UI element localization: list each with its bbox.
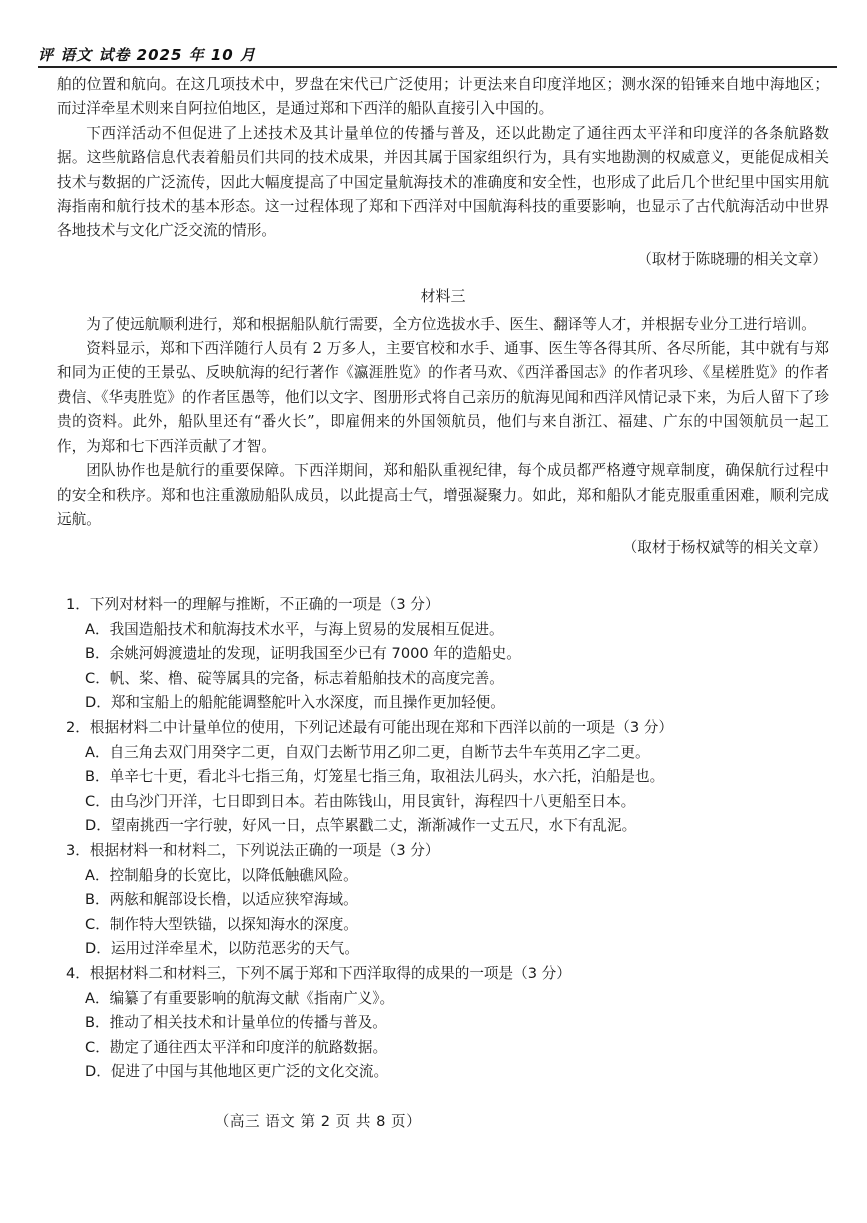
page-header: 评 语文 试卷 2025 年 10 月	[38, 46, 256, 64]
question-option: A．编纂了有重要影响的航海文献《指南广义》。	[85, 989, 395, 1007]
question-option: B．推动了相关技术和计量单位的传播与普及。	[85, 1014, 387, 1032]
material2-paragraph: 下西洋活动不但促进了上述技术及其计量单位的传播与普及，还以此勘定了通往西太平洋和印度洋的各条航路数据。这些航路信息代表着船员们共同的技术成果，并因其属于国家组织行为，具有实地勘测的权威意义，更能促成相关技术与数据的广泛流传，因此大幅度提高了中国定量航海技术的准确度和安全性，也形成了此后几个世纪里中国实用航海指南和航行技术的基本形态。这一过程体现了郑和下西洋对中国航海科技的重要影响，也显示了古代航海活动中世界各地技术与文化广泛交流的情形。	[57, 124, 829, 240]
question-option: C．帆、桨、橹、碇等属具的完备，标志着船舶技术的高度完善。	[85, 669, 504, 687]
header-rule	[38, 66, 837, 68]
question-4	[66, 962, 829, 1085]
material3-paragraph: 为了使远航顺利进行，郑和根据船队航行需要，全方位选拔水手、医生、翻译等人才，并根据专业分工进行培训。	[86, 315, 816, 333]
question-option: A．我国造船技术和航海技术水平，与海上贸易的发展相互促进。	[85, 620, 504, 638]
material3-paragraph: 团队协作也是航行的重要保障。下西洋期间，郑和船队重视纪律，每个成员都严格遵守规章制度，确保航行过程中的安全和秩序。郑和也注重激励船队成员，以此提高士气，增强凝聚力。如此，郑和船队才能克服重重困难，顺利完成远航。	[57, 462, 829, 528]
question-2	[66, 716, 829, 839]
material3-title: 材料三	[420, 287, 466, 306]
material3-source: （取材于杨权斌等的相关文章）	[622, 539, 827, 557]
question-option: B．单辛七十更，看北斗七指三角，灯笼星七指三角，取祖法儿码头，水六托，泊船是也。	[85, 768, 665, 786]
question-option: C．制作特大型铁锚，以探知海水的深度。	[85, 915, 358, 933]
question-3	[66, 839, 829, 962]
question-option: D．促进了中国与其他地区更广泛的文化交流。	[85, 1063, 389, 1081]
question-list	[66, 593, 829, 1085]
question-stem: 2．根据材料二中计量单位的使用，下列记述最有可能出现在郑和下西洋以前的一项是（3 分）	[66, 718, 673, 736]
material2-paragraph: 舶的位置和航向。在这几项技术中，罗盘在宋代已广泛使用；计更法来自印度洋地区；测水深的铅锤来自地中海地区；而过洋牵星术则来自阿拉伯地区，是通过郑和下西洋的船队直接引入中国的。	[57, 76, 829, 118]
question-option: B．余姚河姆渡遗址的发现，证明我国至少已有 7000 年的造船史。	[85, 645, 521, 663]
question-option: A．控制船身的长宽比，以降低触礁风险。	[85, 866, 358, 884]
question-stem: 1．下列对材料一的理解与推断，不正确的一项是（3 分）	[66, 596, 440, 613]
question-stem: 3．根据材料一和材料二，下列说法正确的一项是（3 分）	[66, 841, 440, 859]
question-option: C．由乌沙门开洋，七日即到日本。若由陈钱山，用艮寅针，海程四十八更船至日本。	[85, 792, 636, 810]
page-footer: （高三 语文 第 2 页 共 8 页）	[214, 1113, 422, 1130]
question-1	[66, 593, 829, 716]
question-option: B．两舷和艉部设长橹，以适应狭窄海域。	[85, 891, 358, 909]
question-option: A．自三角去双门用癸字二更，自双门去断节用乙卯二更，自断节去牛车英用乙字二更。	[85, 743, 650, 761]
reading-material	[57, 73, 829, 561]
material2-source: （取材于陈晓珊的相关文章）	[637, 250, 827, 268]
question-option: D．郑和宝船上的船舵能调整舵叶入水深度，而且操作更加轻便。	[85, 694, 505, 712]
question-option: D．望南挑西一字行驶，好风一日，点竿累戳二丈，渐渐减作一丈五尺，水下有乱泥。	[85, 817, 637, 835]
question-option: D．运用过洋牵星术，以防范恶劣的天气。	[85, 940, 359, 958]
question-option: C．勘定了通往西太平洋和印度洋的航路数据。	[85, 1038, 388, 1056]
material3-paragraph: 资料显示，郑和下西洋随行人员有 2 万多人，主要官校和水手、通事、医生等各得其所、各尽所能，其中就有与郑和同为正使的王景弘、反映航海的纪行著作《瀛涯胜览》的作者马欢、《西洋番国志》的作者巩珍、《星槎胜览》的作者费信、《华夷胜览》的作者匡愚等，他们以文字、图册形式将自己亲历的航海见闻和西洋风情记录下来，为后人留下了珍贵的资料。此外，船队里还有“番火长”，即雇佣来的外国领航员，他们与来自浙江、福建、广东的中国领航员一起工作，为郑和七下西洋贡献了才智。	[57, 340, 829, 455]
question-stem: 4．根据材料二和材料三，下列不属于郑和下西洋取得的成果的一项是（3 分）	[66, 964, 571, 982]
